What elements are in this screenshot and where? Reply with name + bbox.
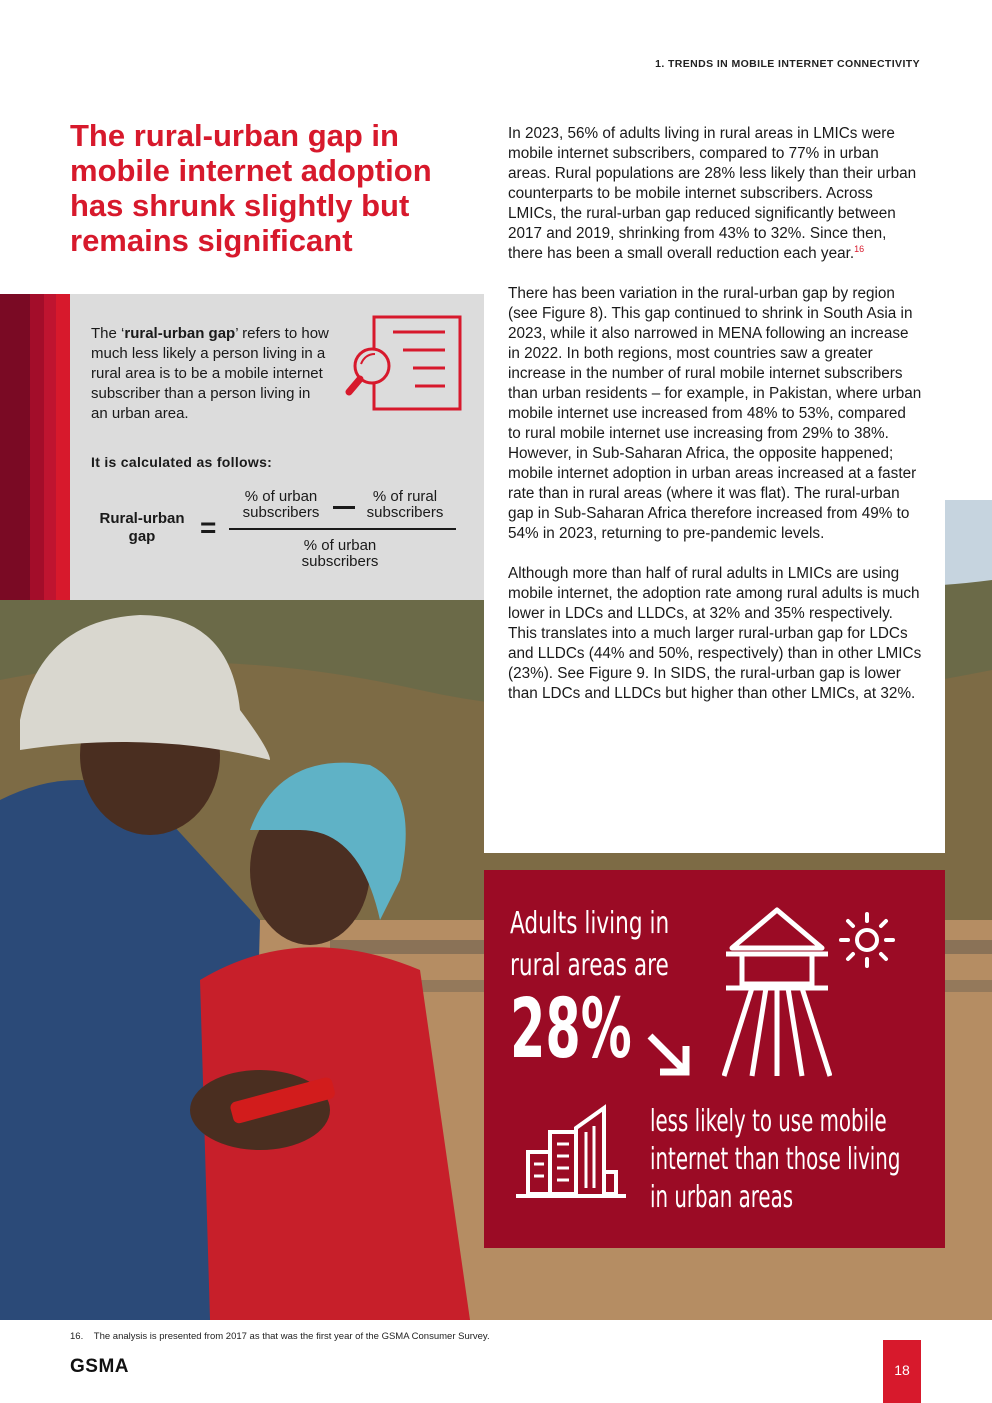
footnote-ref-16[interactable]: 16: [854, 243, 865, 254]
minus-sign: [333, 506, 355, 509]
definition-post: ’ refers to how much less likely a person living in a rural area is to be a mobile internet subscriber than a person living in an urban area.: [91, 325, 329, 422]
stat-line-4: internet than those living: [650, 1142, 901, 1177]
page-headline: The rural-urban gap in mobile internet adoption has shrunk slightly but remains significant: [70, 118, 432, 258]
stripe-1: [0, 294, 30, 600]
paragraph-3: Although more than half of rural adults in LMICs are using mobile internet, the adoption rate among rural adults is much lower in LDCs and LLDCs, at 32% and 35% respectively. This translates into a much larger rural-urban gap for LDCs and LLDCs (44% and 50%, respectively) than in other LMICs (23%). See Figure 9. In SIDS, the rural-urban gap is lower than LDCs and LLDCs but higher than other LMICs, at 32%.: [508, 565, 922, 702]
calculation-label: It is calculated as follows:: [91, 454, 273, 470]
equals-sign: =: [200, 512, 217, 543]
paragraph-2: There has been variation in the rural-urban gap by region (see Figure 8). This gap continued to shrink in South Asia in 2023, while it also narrowed in MENA following an increase in 2022. In both regions, most countries saw a greater increase in the number of rural mobile internet subscribers than urban residents – for example, in Pakistan, where urban mobile internet use increased from 48% to 53%, compared to rural mobile internet use increasing from 29% to 38%. However, in Sub-Saharan Africa, the opposite happened; mobile internet adoption in urban areas increased at a faster rate than in rural areas (where it was flat). The rural-urban gap in Sub-Saharan Africa therefore increased from 49% to 54% in 2023, returning to pre-pandemic levels.: [508, 285, 922, 542]
stripe-3: [44, 294, 56, 600]
rural-house-field-icon: [722, 904, 832, 1082]
numerator-urban: % of urban subscribers: [242, 488, 320, 521]
stat-line-2: rural areas are: [510, 948, 669, 983]
stat-value: 28%: [510, 982, 632, 1077]
running-head: 1. TRENDS IN MOBILE INTERNET CONNECTIVITY: [655, 58, 920, 70]
body-text: [508, 124, 922, 724]
fraction-line: [229, 528, 456, 530]
formula-label: Rural-urban gap: [99, 510, 185, 545]
document-search-icon: [345, 314, 465, 414]
definition-text: [91, 324, 331, 424]
stripe-4: [56, 294, 70, 600]
numerator-rural: % of rural subscribers: [366, 488, 444, 521]
definition-box: [0, 294, 484, 600]
footnote-number: 16.: [70, 1331, 84, 1342]
definition-pre: The ‘: [91, 325, 125, 342]
footnote-text: The analysis is presented from 2017 as that was the first year of the GSMA Consumer Survey.: [93, 1331, 490, 1342]
city-buildings-icon: [514, 1102, 628, 1202]
stripe-2: [30, 294, 44, 600]
sun-icon: [839, 912, 895, 968]
stat-line-5: in urban areas: [650, 1180, 794, 1215]
stat-line-1: Adults living in: [510, 906, 670, 941]
gsma-logo[interactable]: GSMA: [70, 1356, 129, 1377]
paragraph-1-text: In 2023, 56% of adults living in rural areas in LMICs were mobile internet subscribers, compared to 77% in urban areas. Rural populations are 28% less likely than their urban counterparts to be mobile internet subscribers. Across LMICs, the rural-urban gap reduced significantly between 2017 and 2019, shrinking from 43% to 32%. Since then, there has been a small overall reduction each year.: [508, 125, 917, 262]
denominator-urban: % of urban subscribers: [301, 537, 379, 570]
stat-line-3: less likely to use mobile: [650, 1104, 887, 1139]
footnote: [70, 1331, 490, 1342]
page-number: 18: [883, 1340, 921, 1403]
stat-callout: [484, 870, 945, 1248]
definition-term: rural-urban gap: [124, 325, 236, 342]
arrow-down-right-icon: [644, 1030, 694, 1080]
paragraph-1: [508, 124, 922, 264]
